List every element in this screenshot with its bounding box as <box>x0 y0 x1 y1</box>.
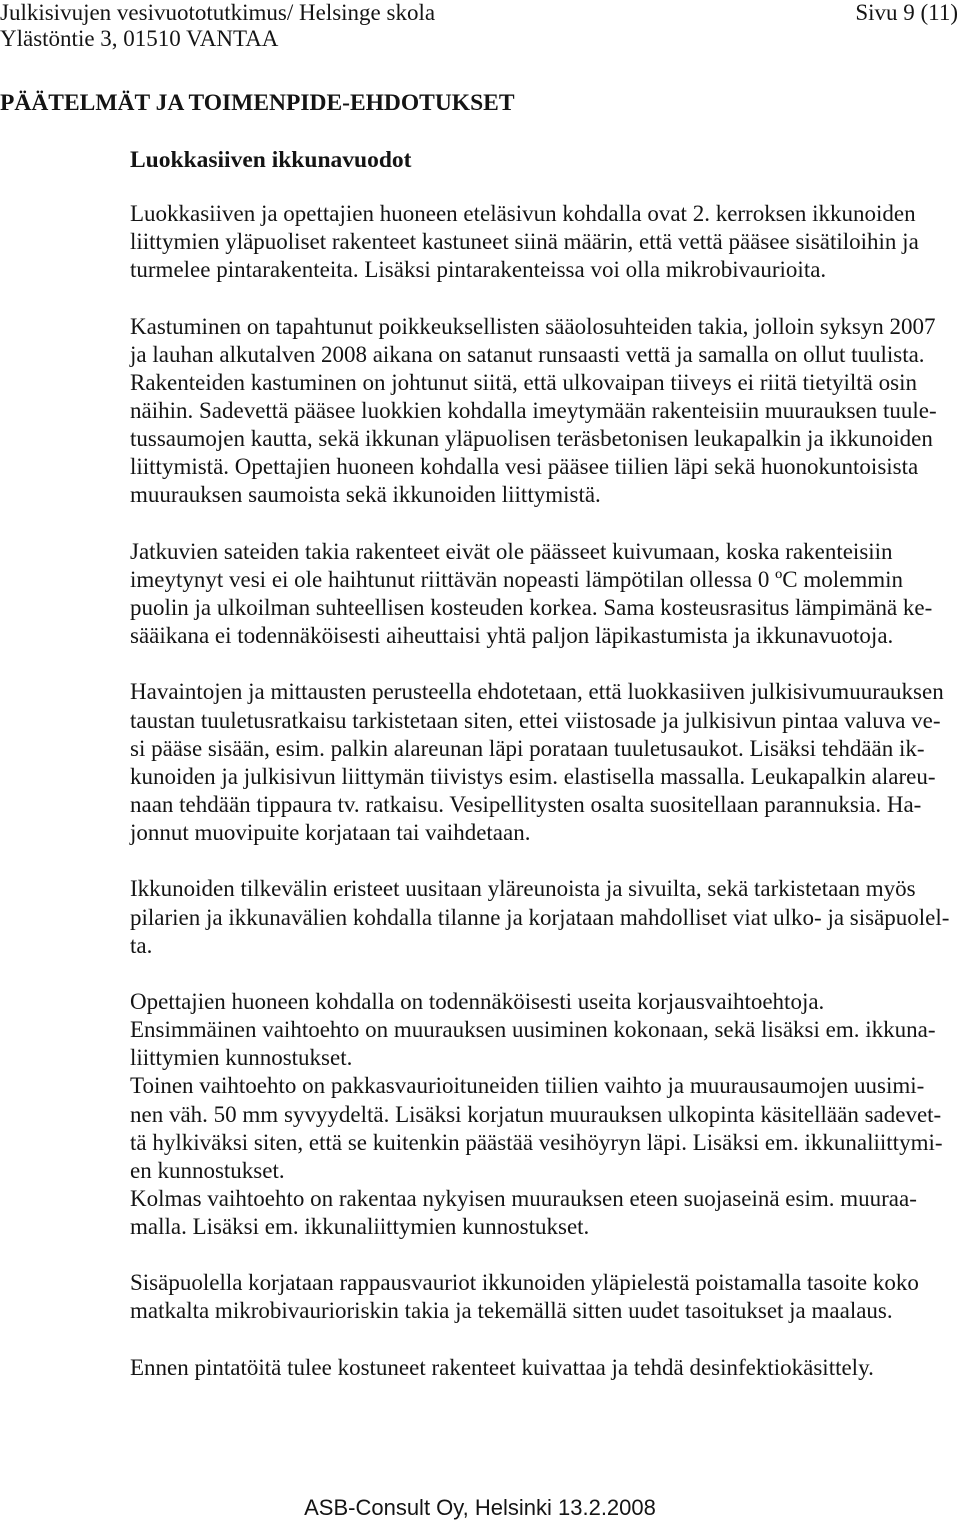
text-line: Kastuminen on tapahtunut poikkeuksellisten sääolosuhteiden takia, jolloin syksyn 2007 <box>130 313 936 339</box>
text-line: si pääse sisään, esim. palkin alareunan läpi porataan tuuletusaukot. Lisäksi tehdään ik- <box>130 735 925 761</box>
text-line: muurauksen saumoista sekä ikkunoiden liittymistä. <box>130 482 601 508</box>
paragraph-8 <box>130 1354 956 1382</box>
text-line: liittymien kunnostukset. <box>130 1045 353 1071</box>
paragraph-7 <box>130 1269 956 1325</box>
body-text <box>130 200 956 1410</box>
text-line: näihin. Sadevettä pääsee luokkien kohdalla imeytymään rakenteisiin muurauksen tuule- <box>130 397 937 423</box>
text-line: Luokkasiiven ja opettajien huoneen eteläsivun kohdalla ovat 2. kerroksen ikkunoiden <box>130 201 916 226</box>
text-line: malla. Lisäksi em. ikkunaliittymien kunnostukset. <box>130 1214 590 1240</box>
text-line: Jatkuvien sateiden takia rakenteet eivät ole päässeet kuivumaan, koska rakenteisiin <box>130 538 893 564</box>
text-line: imeytynyt vesi ei ole haihtunut riittävän nopeasti lämpötilan ollessa 0 ºC molemmin <box>130 566 904 592</box>
paragraph-1 <box>130 200 956 284</box>
text-line: ta. <box>130 932 153 958</box>
paragraph-4 <box>130 678 956 847</box>
text-line: liittymien yläpuoliset rakenteet kastuneet siinä määrin, että vettä pääsee sisätiloihin ja <box>130 229 919 255</box>
text-line: ja lauhan alkutalven 2008 aikana on satanut runsaasti vettä ja samalla on ollut tuulista. <box>130 341 925 367</box>
paragraph-6 <box>130 988 956 1241</box>
text-line: pilarien ja ikkunavälien kohdalla tilanne ja korjataan mahdolliset viat ulko- ja sisäpuolel- <box>130 904 950 930</box>
text-line: kunoiden ja julkisivun liittymän tiivistys esim. elastisella massalla. Leukapalkin alareu- <box>130 763 936 789</box>
text-line: Opettajien huoneen kohdalla on todennäköisesti useita korjausvaihtoehtoja. <box>130 988 825 1014</box>
text-line: sääikana ei todennäköisesti aiheuttaisi yhtä paljon läpikastumista ja ikkunavuotoja. <box>130 623 894 649</box>
text-line: jonnut muovipuite korjataan tai vaihdetaan. <box>130 820 531 846</box>
text-line: en kunnostukset. <box>130 1157 285 1183</box>
text-line: Toinen vaihtoehto on pakkasvaurioituneiden tiilien vaihto ja muurausaumojen uusimi- <box>130 1073 925 1099</box>
text-line: nen väh. 50 mm syvyydeltä. Lisäksi korjatun muurauksen ulkopinta käsitellään sadevet- <box>130 1101 942 1127</box>
text-line: tussaumojen kautta, sekä ikkunan yläpuolisen teräsbetonisen leukapalkin ja ikkunoiden <box>130 426 933 452</box>
footer: ASB-Consult Oy, Helsinki 13.2.2008 <box>304 1495 656 1520</box>
text-line: tä hylkiväksi siten, että se kuitenkin päästää vesihöyryn läpi. Lisäksi em. ikkunaliittymi- <box>130 1129 943 1155</box>
address: Ylästöntie 3, 01510 VANTAA <box>0 26 279 51</box>
text-line: Ikkunoiden tilkevälin eristeet uusitaan yläreunoista ja sivuilta, sekä tarkistetaan myös <box>130 876 916 902</box>
text-line: Ennen pintatöitä tulee kostuneet rakenteet kuivattaa ja tehdä desinfektiokäsittely. <box>130 1354 874 1380</box>
paragraph-3 <box>130 538 956 651</box>
text-line: naan tehdään tippaura tv. ratkaisu. Vesipellitysten osalta suositellaan parannuksia. Ha- <box>130 791 922 817</box>
paragraph-5 <box>130 875 956 959</box>
text-line: Ensimmäinen vaihtoehto on muurauksen uusiminen kokonaan, sekä lisäksi em. ikkuna- <box>130 1017 936 1043</box>
text-line: Kolmas vaihtoehto on rakentaa nykyisen muurauksen eteen suojaseinä esim. muuraa- <box>130 1185 917 1211</box>
text-line: Sisäpuolella korjataan rappausvauriot ikkunoiden yläpielestä poistamalla tasoite koko <box>130 1270 919 1296</box>
paragraph-2 <box>130 313 956 510</box>
section-heading: PÄÄTELMÄT JA TOIMENPIDE-EHDOTUKSET <box>0 90 515 116</box>
document-title: Julkisivujen vesivuototutkimus/ Helsinge skola <box>0 0 436 25</box>
text-line: Havaintojen ja mittausten perusteella ehdotetaan, että luokkasiiven julkisivumuurauksen <box>130 679 944 705</box>
text-line: turmelee pintarakenteita. Lisäksi pintarakenteissa voi olla mikrobivaurioita. <box>130 257 827 283</box>
text-line: liittymistä. Opettajien huoneen kohdalla vesi pääsee tiilien läpi sekä huonokuntoisista <box>130 454 919 480</box>
text-line: Rakenteiden kastuminen on johtunut siitä, että ulkovaipan tiiveys ei riitä tietyiltä osin <box>130 369 917 395</box>
text-line: taustan tuuletusratkaisu tarkistetaan siten, ettei viistosade ja julkisivun pintaa valuva ve- <box>130 707 941 733</box>
text-line: matkalta mikrobivaurioriskin takia ja tekemällä sitten uudet tasoitukset ja maalaus. <box>130 1298 893 1324</box>
subsection-heading: Luokkasiiven ikkunavuodot <box>130 147 412 173</box>
page-number: Sivu 9 (11) <box>855 0 958 25</box>
text-line: puolin ja ulkoilman suhteellisen kosteuden korkea. Sama kosteusrasitus lämpimänä ke- <box>130 594 933 620</box>
